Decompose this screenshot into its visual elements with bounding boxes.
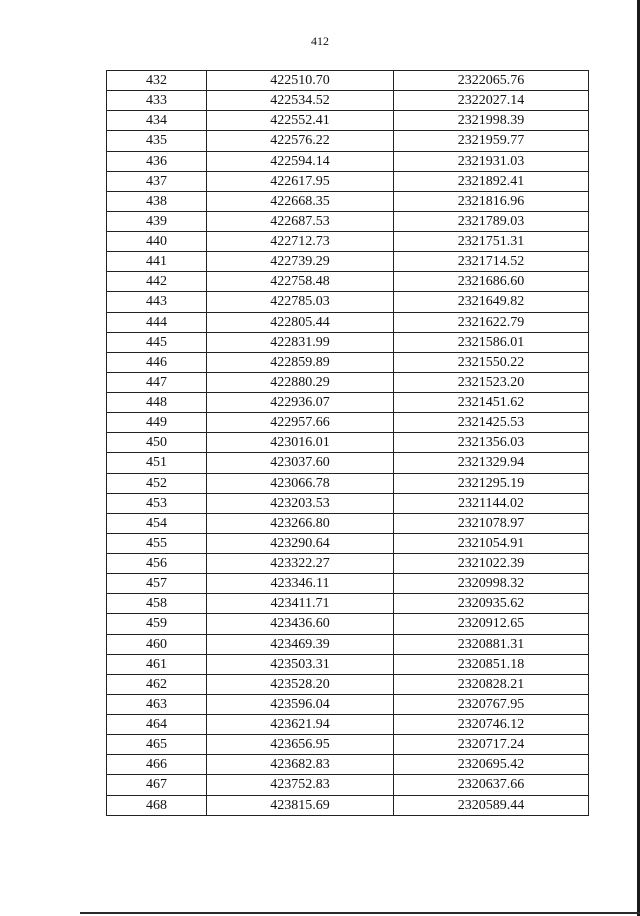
easting-cell: 422758.48 [207,272,394,292]
table-row [107,735,589,755]
point-number-cell: 466 [107,755,207,775]
easting-cell: 422552.41 [207,111,394,131]
northing-cell: 2321144.02 [394,493,589,513]
northing-cell: 2322027.14 [394,91,589,111]
table-row [107,151,589,171]
northing-cell: 2320912.65 [394,614,589,634]
coordinates-table-body [107,71,589,816]
easting-cell: 423752.83 [207,775,394,795]
easting-cell: 423016.01 [207,433,394,453]
northing-cell: 2321959.77 [394,131,589,151]
northing-cell: 2321649.82 [394,292,589,312]
point-number-cell: 459 [107,614,207,634]
easting-cell: 422936.07 [207,393,394,413]
easting-cell: 422785.03 [207,292,394,312]
point-number-cell: 460 [107,634,207,654]
point-number-cell: 467 [107,775,207,795]
coordinates-table-container [106,70,589,816]
table-row [107,554,589,574]
easting-cell: 422687.53 [207,211,394,231]
point-number-cell: 457 [107,574,207,594]
easting-cell: 423469.39 [207,634,394,654]
point-number-cell: 448 [107,393,207,413]
table-row [107,413,589,433]
table-row [107,715,589,735]
northing-cell: 2320767.95 [394,694,589,714]
table-row [107,473,589,493]
northing-cell: 2320828.21 [394,674,589,694]
easting-cell: 422859.89 [207,352,394,372]
easting-cell: 422712.73 [207,232,394,252]
easting-cell: 423436.60 [207,614,394,634]
table-row [107,755,589,775]
northing-cell: 2321686.60 [394,272,589,292]
easting-cell: 423346.11 [207,574,394,594]
point-number-cell: 454 [107,513,207,533]
point-number-cell: 452 [107,473,207,493]
table-row [107,493,589,513]
northing-cell: 2321425.53 [394,413,589,433]
table-row [107,131,589,151]
northing-cell: 2320695.42 [394,755,589,775]
northing-cell: 2322065.76 [394,71,589,91]
point-number-cell: 446 [107,352,207,372]
table-row [107,71,589,91]
table-row [107,574,589,594]
easting-cell: 422831.99 [207,332,394,352]
northing-cell: 2321295.19 [394,473,589,493]
point-number-cell: 456 [107,554,207,574]
table-row [107,171,589,191]
northing-cell: 2321892.41 [394,171,589,191]
point-number-cell: 437 [107,171,207,191]
point-number-cell: 464 [107,715,207,735]
table-row [107,232,589,252]
northing-cell: 2321789.03 [394,211,589,231]
point-number-cell: 449 [107,413,207,433]
northing-cell: 2321931.03 [394,151,589,171]
easting-cell: 423266.80 [207,513,394,533]
table-row [107,292,589,312]
coordinates-table [106,70,589,816]
point-number-cell: 445 [107,332,207,352]
table-row [107,694,589,714]
easting-cell: 422880.29 [207,372,394,392]
northing-cell: 2321451.62 [394,393,589,413]
point-number-cell: 434 [107,111,207,131]
point-number-cell: 447 [107,372,207,392]
northing-cell: 2321022.39 [394,554,589,574]
table-row [107,433,589,453]
northing-cell: 2321816.96 [394,191,589,211]
table-row [107,634,589,654]
easting-cell: 423528.20 [207,674,394,694]
table-row [107,211,589,231]
table-row [107,795,589,815]
easting-cell: 423066.78 [207,473,394,493]
point-number-cell: 468 [107,795,207,815]
easting-cell: 422510.70 [207,71,394,91]
northing-cell: 2321550.22 [394,352,589,372]
point-number-cell: 463 [107,694,207,714]
easting-cell: 423503.31 [207,654,394,674]
northing-cell: 2321751.31 [394,232,589,252]
point-number-cell: 462 [107,674,207,694]
easting-cell: 423322.27 [207,554,394,574]
easting-cell: 423682.83 [207,755,394,775]
easting-cell: 422617.95 [207,171,394,191]
table-row [107,614,589,634]
table-row [107,594,589,614]
table-row [107,272,589,292]
table-row [107,91,589,111]
point-number-cell: 444 [107,312,207,332]
table-row [107,393,589,413]
table-row [107,453,589,473]
point-number-cell: 450 [107,433,207,453]
point-number-cell: 439 [107,211,207,231]
northing-cell: 2320746.12 [394,715,589,735]
easting-cell: 422594.14 [207,151,394,171]
point-number-cell: 435 [107,131,207,151]
northing-cell: 2321586.01 [394,332,589,352]
point-number-cell: 458 [107,594,207,614]
easting-cell: 423621.94 [207,715,394,735]
table-row [107,654,589,674]
northing-cell: 2320935.62 [394,594,589,614]
northing-cell: 2321998.39 [394,111,589,131]
easting-cell: 423290.64 [207,533,394,553]
easting-cell: 422805.44 [207,312,394,332]
point-number-cell: 442 [107,272,207,292]
point-number-cell: 443 [107,292,207,312]
table-row [107,252,589,272]
northing-cell: 2321078.97 [394,513,589,533]
table-row [107,533,589,553]
easting-cell: 423411.71 [207,594,394,614]
table-row [107,513,589,533]
northing-cell: 2321356.03 [394,433,589,453]
northing-cell: 2321622.79 [394,312,589,332]
point-number-cell: 461 [107,654,207,674]
northing-cell: 2321329.94 [394,453,589,473]
easting-cell: 423596.04 [207,694,394,714]
table-row [107,332,589,352]
point-number-cell: 453 [107,493,207,513]
northing-cell: 2321054.91 [394,533,589,553]
point-number-cell: 451 [107,453,207,473]
northing-cell: 2320717.24 [394,735,589,755]
northing-cell: 2320851.18 [394,654,589,674]
easting-cell: 422739.29 [207,252,394,272]
point-number-cell: 436 [107,151,207,171]
point-number-cell: 438 [107,191,207,211]
northing-cell: 2320589.44 [394,795,589,815]
table-row [107,352,589,372]
easting-cell: 423656.95 [207,735,394,755]
easting-cell: 422534.52 [207,91,394,111]
page-number: 412 [311,34,329,48]
table-row [107,775,589,795]
easting-cell: 423203.53 [207,493,394,513]
northing-cell: 2320998.32 [394,574,589,594]
northing-cell: 2321714.52 [394,252,589,272]
northing-cell: 2321523.20 [394,372,589,392]
point-number-cell: 455 [107,533,207,553]
northing-cell: 2320637.66 [394,775,589,795]
table-row [107,191,589,211]
easting-cell: 422668.35 [207,191,394,211]
easting-cell: 423815.69 [207,795,394,815]
easting-cell: 422576.22 [207,131,394,151]
point-number-cell: 441 [107,252,207,272]
northing-cell: 2320881.31 [394,634,589,654]
point-number-cell: 440 [107,232,207,252]
table-row [107,674,589,694]
point-number-cell: 433 [107,91,207,111]
point-number-cell: 432 [107,71,207,91]
table-row [107,372,589,392]
easting-cell: 422957.66 [207,413,394,433]
easting-cell: 423037.60 [207,453,394,473]
point-number-cell: 465 [107,735,207,755]
table-row [107,111,589,131]
scan-edge-bottom [80,912,640,914]
table-row [107,312,589,332]
